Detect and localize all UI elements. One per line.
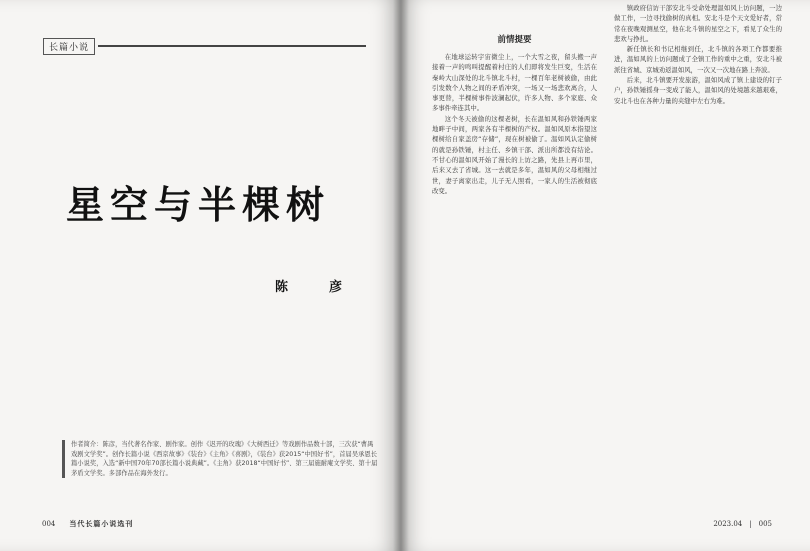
left-folio <box>42 519 133 529</box>
tag-rule <box>98 45 366 47</box>
paragraph: 在地球运转宇宙微尘上，一个大雪之夜，留头搬一声接着一声的鸣叫提醒着村庄的人们即将发生巨变，生活在秦岭大山深处的北斗镇北斗村，一棵百年老树被偷，由此引发数个人物之间的矛盾冲突，一场又一场悲欢离合，人事更替，半棵树事件波澜起伏，许多人物、多个家庭、众多事件牵连其中。 <box>432 53 597 113</box>
story-title: 星空与半棵树 <box>66 182 331 227</box>
right-page <box>400 0 810 551</box>
section-tag: 长篇小说 <box>43 38 95 55</box>
author-bio: 作者简介：陈彦，当代著名作家、剧作家。创作《迟开的玫瑰》《大树西迁》等戏剧作品数十部，三次获“曹禺戏剧文学奖”。创作长篇小说《西京故事》《装台》《主角》《喜剧》，《装台》获2015“中国好书”，首届吴承恩长篇小说奖，入选“新中国70年70部长篇小说典藏”。《主角》获2018“中国好书”、第三届施耐庵文学奖、第十届茅盾文学奖。多部作品在海外发行。 <box>62 440 379 478</box>
issue-date: 2023.04 <box>713 520 743 528</box>
paragraph: 新任镇长和书记相继到任，北斗镇的各项工作都要推进，温如风的上访问题成了全镇工作的重中之重，安北斗被派往省城、京城劝返温如风，一次又一次地在路上奔波。 <box>614 45 782 74</box>
magazine-name: 当代长篇小说选刊 <box>69 519 134 528</box>
paragraph: 这个冬天被偷的这棵老树，长在温如风和孙铁锤两家地畔子中间，两家各有半棵树的产权。温如风原本指望这棵树给自家盖房“存储”，现在树被偷了。温如风认定偷树的就是孙铁锤，村主任、乡镇干部、派出所都没有结论。不甘心的温如风开始了漫长的上访之路，先县上再市里，后来又去了省城。这一去就是多年，温如风的父母相继过世，妻子离家出走，儿子无人照看，一家人的生活被彻底改变。 <box>432 114 597 195</box>
left-page <box>0 0 400 551</box>
author-name: 陈 彦 <box>275 280 357 295</box>
text-column-1 <box>432 52 597 196</box>
text-column-2 <box>614 3 782 106</box>
paragraph: 后来，北斗镇要开发旅游，温如风成了镇上建设的钉子户，孙铁锤摇身一变成了能人，温如风的处境越来越艰难，安北斗也在各种力量的夹缝中左右为难。 <box>614 76 782 105</box>
synopsis-heading: 前情提要 <box>497 35 532 45</box>
right-page-number: 005 <box>758 520 772 528</box>
paragraph: 镇政府信访干部安北斗受命处理温如风上访问题，一边做工作，一边寻找偷树的真相。安北斗是个天文爱好者，常常在夜晚观测星空，他在北斗镇的星空之下，看见了众生的悲欢与挣扎。 <box>614 4 782 43</box>
left-page-number: 004 <box>42 520 56 528</box>
book-gutter <box>393 0 409 551</box>
right-folio: 2023.04 | 005 <box>713 520 772 528</box>
